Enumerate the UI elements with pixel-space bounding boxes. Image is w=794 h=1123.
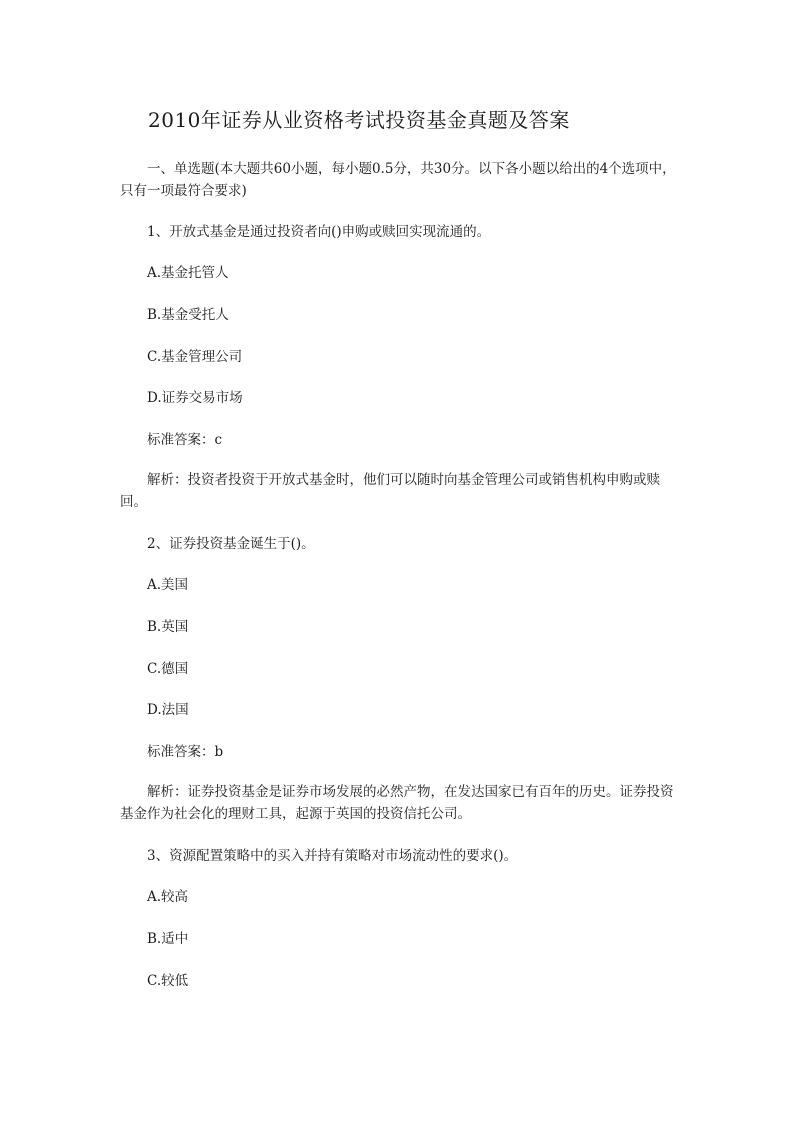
question-3-option-b: B.适中 — [147, 931, 189, 947]
question-3-stem: 3、资源配置策略中的买入并持有策略对市场流动性的要求()。 — [147, 848, 518, 864]
question-1-option-c: C.基金管理公司 — [147, 349, 243, 365]
question-1-option-b: B.基金受托人 — [147, 307, 229, 323]
question-3-option-c: C.较低 — [147, 973, 189, 989]
question-1-explanation: 解析：投资者投资于开放式基金时，他们可以随时向基金管理公司或销售机构申购或赎回。 — [120, 472, 660, 510]
question-1-option-a: A.基金托管人 — [147, 265, 229, 281]
question-1-answer: 标准答案：c — [147, 432, 223, 448]
question-3-option-a: A.较高 — [147, 889, 189, 905]
document-title: 2010年证券从业资格考试投资基金真题及答案 — [148, 108, 570, 132]
question-2-option-b: B.英国 — [147, 619, 189, 635]
question-2-answer: 标准答案：b — [147, 744, 224, 760]
question-1-option-d: D.证券交易市场 — [147, 390, 243, 406]
question-2-explanation: 解析：证券投资基金是证券市场发展的必然产物，在发达国家已有百年的历史。证券投资基金作为社会化的理财工具，起源于英国的投资信托公司。 — [120, 784, 674, 822]
question-2-stem: 2、证券投资基金诞生于()。 — [147, 536, 315, 552]
question-2-option-c: C.德国 — [147, 661, 189, 677]
section-intro: 一、单选题(本大题共60小题，每小题0.5分，共30分。以下各小题以给出的4个选项中，只有一项最符合要求) — [120, 161, 676, 199]
question-2-option-d: D.法国 — [147, 702, 189, 718]
question-2-option-a: A.美国 — [147, 577, 189, 593]
question-1-stem: 1、开放式基金是通过投资者向()申购或赎回实现流通的。 — [147, 224, 491, 240]
